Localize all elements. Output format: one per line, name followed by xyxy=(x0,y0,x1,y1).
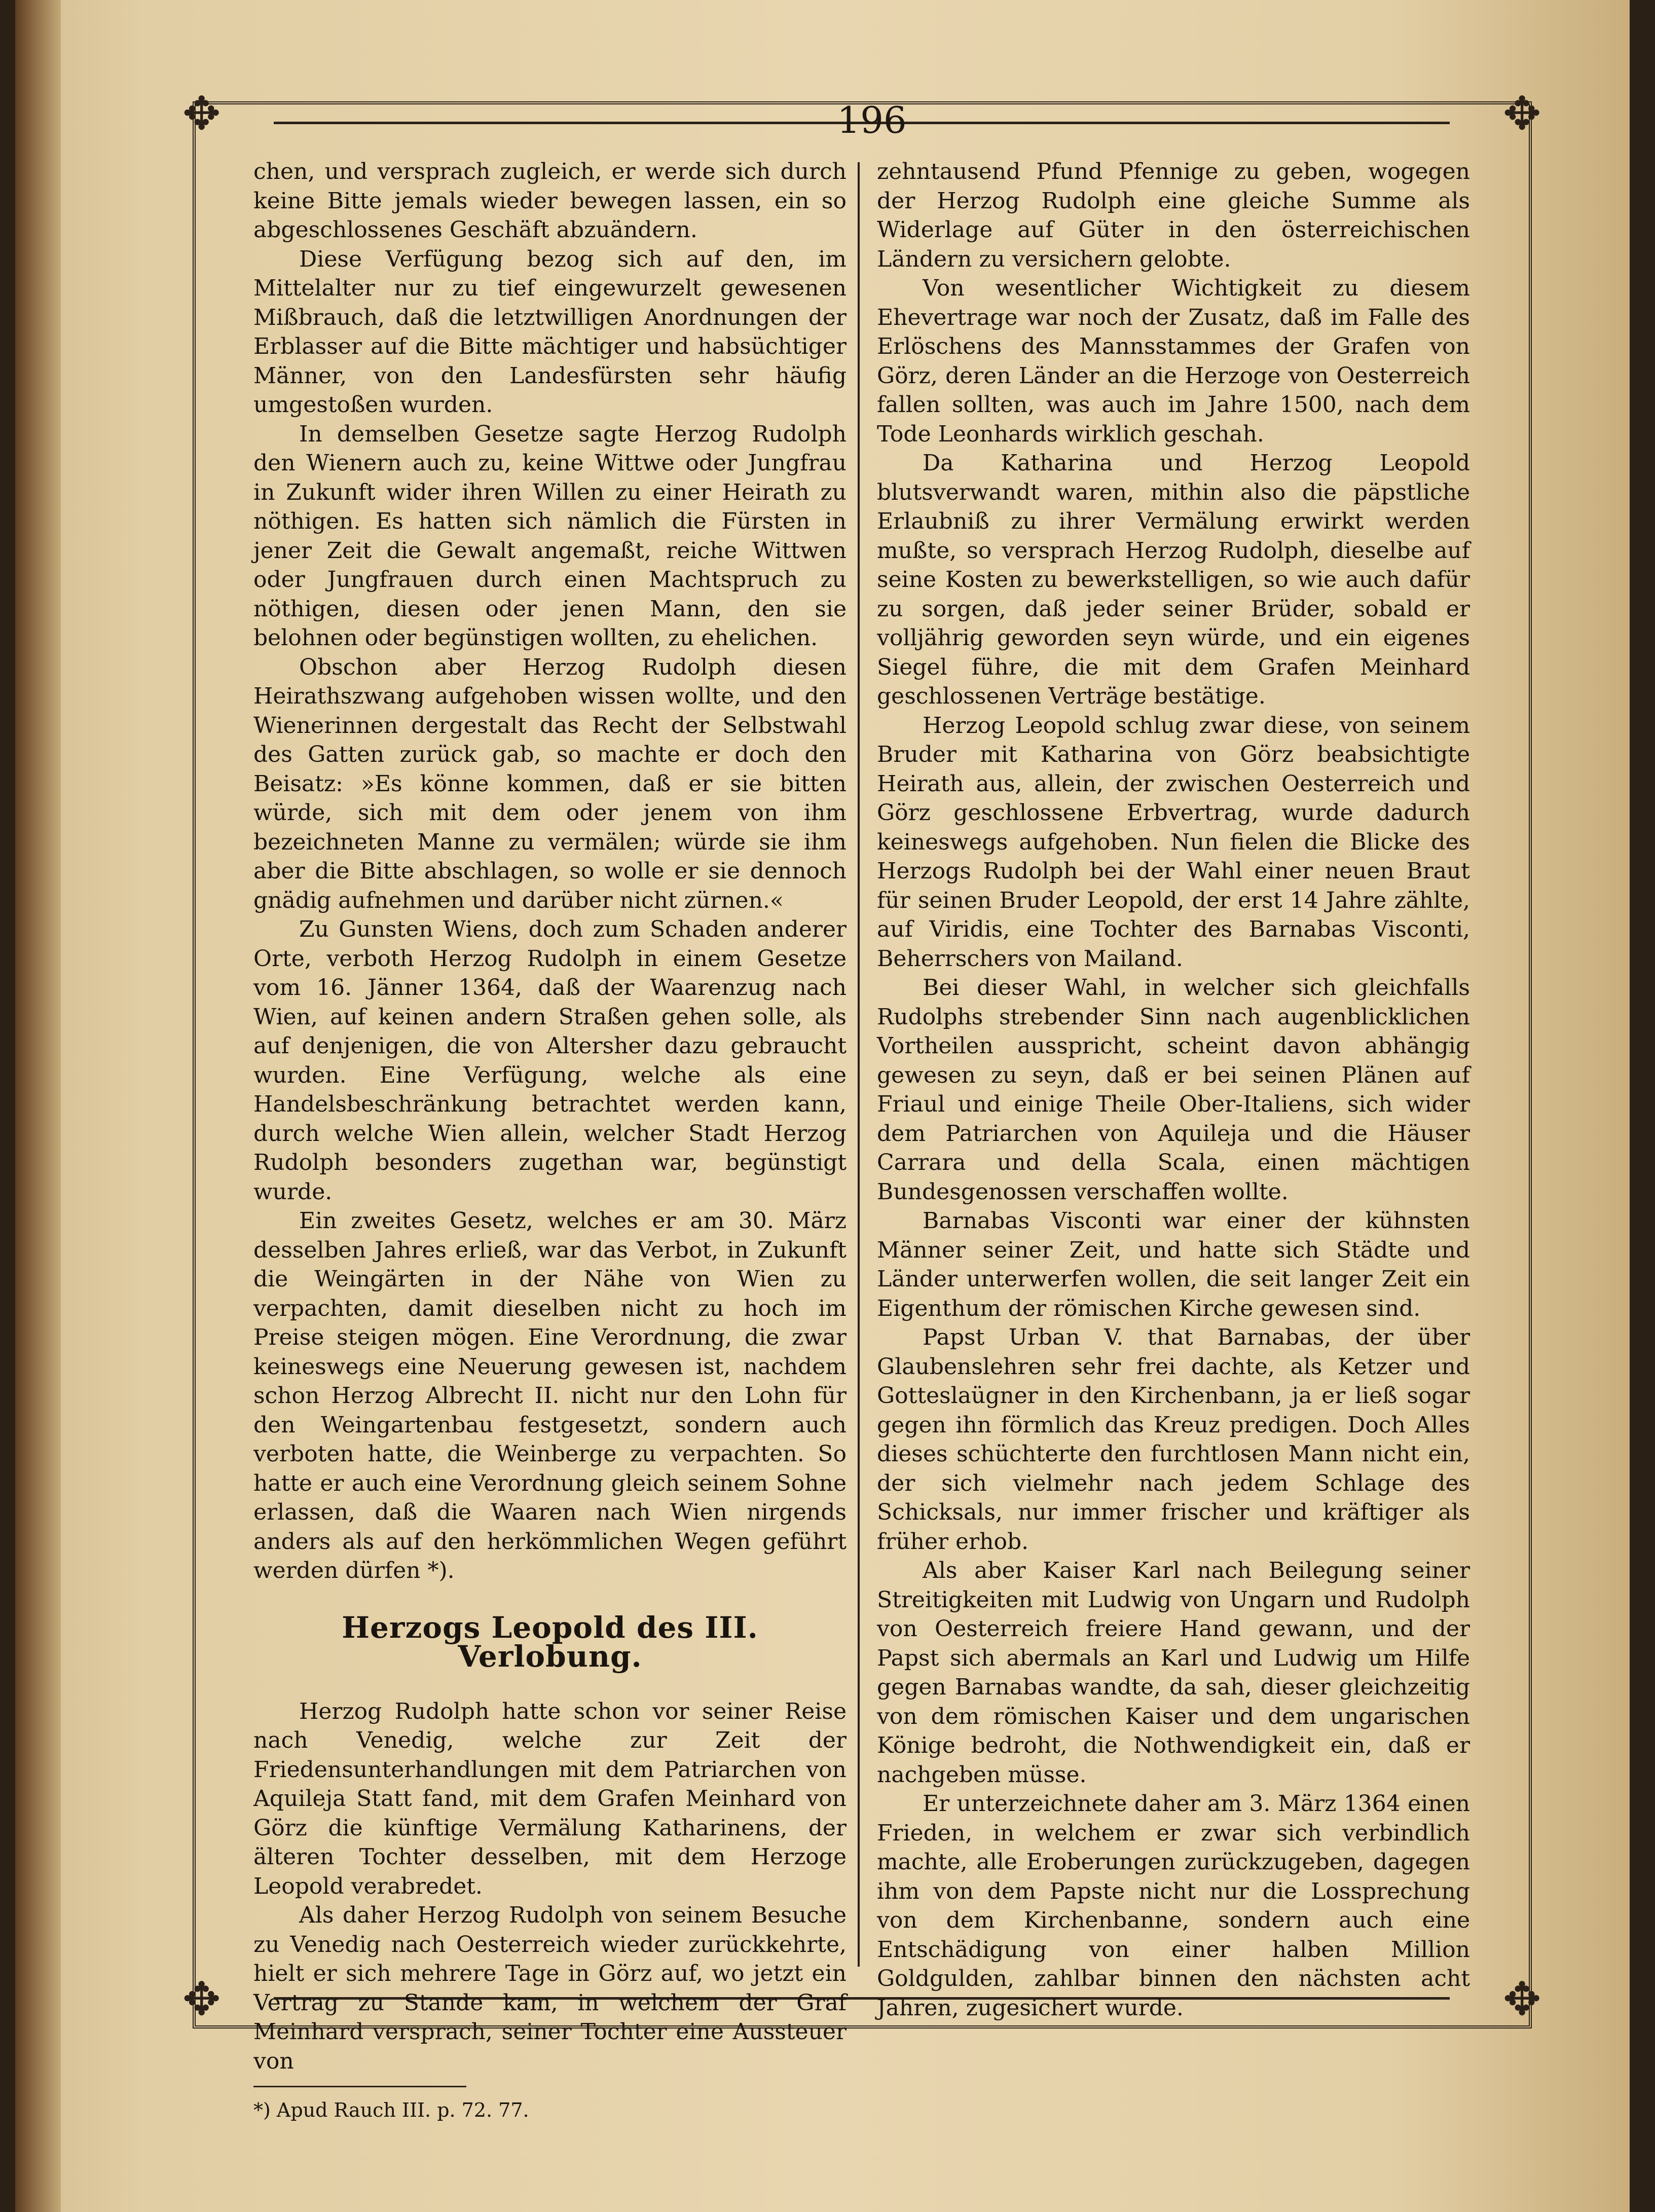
paragraph: Da Katharina und Herzog Leopold blutsverwandt waren, mithin also die päpstliche Erlaubniß zu ihrer Vermälung erwirkt werden mußte, so versprach Herzog Rudolph, dieselbe auf seine Kosten zu bewerkstelligen, so wie auch dafür zu sorgen, daß jeder seiner Brüder, sobald er volljährig geworden seyn würde, und ein eigenes Siegel führe, die mit dem Grafen Meinhard geschlossenen Verträge bestätige. xyxy=(877,450,1470,709)
right-column xyxy=(877,157,1470,2022)
paragraph: Als aber Kaiser Karl nach Beilegung seiner Streitigkeiten mit Ludwig von Ungarn und Rudolph von Oesterreich freiere Hand gewann, und der Papst sich abermals an Karl und Ludwig um Hilfe gegen Barnabas wandte, da sah, dieser gleichzeitig von dem römischen Kaiser und dem ungarischen Könige bedroht, die Nothwendigkeit ein, daß er nachgeben müsse. xyxy=(877,1558,1470,1788)
page-number: 196 xyxy=(837,99,907,141)
section-heading: Herzogs Leopold des III. Verlobung. xyxy=(342,1610,758,1674)
paragraph: Herzog Rudolph hatte schon vor seiner Reise nach Venedig, welche zur Zeit der Friedensunterhandlungen mit dem Patriarchen von Aquileja Statt fand, mit dem Grafen Meinhard von Görz die künftige Vermälung Katharinens, der älteren Tochter desselben, mit dem Herzoge Leopold verabredet. xyxy=(253,1698,847,1899)
paragraph: Zu Gunsten Wiens, doch zum Schaden anderer Orte, verboth Herzog Rudolph in einem Gesetze vom 16. Jänner 1364, daß der Waarenzug nach Wien, auf keinen andern Straßen gehen solle, als auf denjenigen, die von Altersher dazu gebraucht wurden. Eine Verfügung, welche als eine Handelsbeschränkung betrachtet werden kann, durch welche Wien allein, welcher Stadt Herzog Rudolph besonders zugethan war, begünstigt wurde. xyxy=(253,916,847,1205)
column-divider xyxy=(858,162,860,1967)
left-column xyxy=(253,157,847,2123)
paragraph: Barnabas Visconti war einer der kühnsten Männer seiner Zeit, und hatte sich Städte und Länder unterwerfen wollen, die seit langer Zeit ein Eigenthum der römischen Kirche gewesen sind. xyxy=(877,1208,1470,1321)
paragraph: Bei dieser Wahl, in welcher sich gleichfalls Rudolphs strebender Sinn nach augenblicklichen Vortheilen ausspricht, scheint davon abhängig gewesen zu seyn, daß er bei seinen Plänen auf Friaul und einige Theile Ober-Italiens, sich wider dem Patriarchen von Aquileja und die Häuser Carrara und della Scala, einen mächtigen Bundesgenossen verschaffen wollte. xyxy=(877,975,1470,1205)
paragraph: Papst Urban V. that Barnabas, der über Glaubenslehren sehr frei dachte, als Ketzer und Gotteslaügner in den Kirchenbann, ja er ließ sogar gegen ihn förmlich das Kreuz predigen. Doch Alles dieses schüchterte den furchtlosen Mann nicht ein, der sich vielmehr nach jedem Schlage des Schicksals, nur immer frischer und kräftiger als früher erhob. xyxy=(877,1324,1470,1555)
book-spine xyxy=(15,0,61,2212)
paragraph: Von wesentlicher Wichtigkeit zu diesem Ehevertrage war noch der Zusatz, daß im Falle des Erlöschens des Mannsstammes der Grafen von Görz, deren Länder an die Herzoge von Oesterreich fallen sollten, was auch im Jahre 1500, nach dem Tode Leonhards wirklich geschah. xyxy=(877,275,1470,447)
paragraph: Er unterzeichnete daher am 3. März 1364 einen Frieden, in welchem er zwar sich verbindlich machte, alle Eroberungen zurückzugeben, dagegen ihm von dem Papste nicht nur die Lossprechung von dem Kirchenbanne, sondern auch eine Entschädigung von einer halben Million Goldgulden, zahlbar binnen den nächsten acht Jahren, zugesichert wurde. xyxy=(877,1791,1470,2021)
corner-ornament-top-left-icon: ✥ xyxy=(182,87,221,140)
corner-ornament-bottom-right-icon: ✥ xyxy=(1503,1973,1541,2026)
paragraph: zehntausend Pfund Pfennige zu geben, wogegen der Herzog Rudolph eine gleiche Summe als Widerlage auf Güter in den österreichischen Ländern zu versichern gelobte. xyxy=(877,159,1470,272)
paragraph: Herzog Leopold schlug zwar diese, von seinem Bruder mit Katharina von Görz beabsichtigte Heirath aus, allein, der zwischen Oesterreich und Görz geschlossene Erbvertrag, wurde dadurch keineswegs aufgehoben. Nun fielen die Blicke des Herzogs Rudolph bei der Wahl einer neuen Braut für seinen Bruder Leopold, der erst 14 Jahre zählte, auf Viridis, eine Tochter des Barnabas Visconti, Beherrschers von Mailand. xyxy=(877,712,1470,972)
paragraph: chen, und versprach zugleich, er werde sich durch keine Bitte jemals wieder bewegen lassen, ein so abgeschlossenes Geschäft abzuändern. xyxy=(253,159,847,243)
paragraph: Obschon aber Herzog Rudolph diesen Heirathszwang aufgehoben wissen wollte, und den Wienerinnen dergestalt das Recht der Selbstwahl des Gatten zurück gab, so machte er doch den Beisatz: »Es könne kommen, daß er sie bitten würde, sich mit dem oder jenem von ihm bezeichneten Manne zu vermälen; würde sie ihm aber die Bitte abschlagen, so wolle er sie dennoch gnädig aufnehmen und darüber nicht zürnen.« xyxy=(253,654,847,913)
paragraph: In demselben Gesetze sagte Herzog Rudolph den Wienern auch zu, keine Wittwe oder Jungfrau in Zukunft wider ihren Willen zu einer Heirath zu nöthigen. Es hatten sich nämlich die Fürsten in jener Zeit die Gewalt angemaßt, reiche Wittwen oder Jungfrauen durch einen Machtspruch zu nöthigen, diesen oder jenen Mann, den sie belohnen oder begünstigen wollten, zu ehelichen. xyxy=(253,421,847,651)
corner-ornament-top-right-icon: ✥ xyxy=(1503,87,1541,140)
corner-ornament-bottom-left-icon: ✥ xyxy=(182,1973,221,2026)
paragraph: Diese Verfügung bezog sich auf den, im Mittelalter nur zu tief eingewurzelt gewesenen Mißbrauch, daß die letztwilligen Anordnungen der Erblasser auf die Bitte mächtiger und habsüchtiger Männer, von den Landesfürsten sehr häufig umgestoßen wurden. xyxy=(253,246,847,418)
paragraph: Ein zweites Gesetz, welches er am 30. März desselben Jahres erließ, war das Verbot, in Zukunft die Weingärten in der Nähe von Wien zu verpachten, damit dieselben nicht zu hoch im Preise steigen mögen. Eine Verordnung, die zwar keineswegs eine Neuerung gewesen ist, nachdem schon Herzog Albrecht II. nicht nur den Lohn für den Weingartenbau festgesetzt, sondern auch verboten hatte, die Weinberge zu verpachten. So hatte er auch eine Verordnung gleich seinem Sohne erlassen, daß die Waaren nach Wien nirgends anders als auf den herkömmlichen Wegen geführt werden dürfen *). xyxy=(253,1208,847,1583)
paragraph: Als daher Herzog Rudolph von seinem Besuche zu Venedig nach Oesterreich wieder zurückkehrte, hielt er sich mehrere Tage in Görz auf, wo jetzt ein Vertrag zu Stande kam, in welchem der Graf Meinhard versprach, seiner Tochter eine Aussteuer von xyxy=(253,1902,847,2074)
footnote-rule xyxy=(253,2086,466,2087)
footnote: *) Apud Rauch III. p. 72. 77. xyxy=(253,2099,529,2121)
